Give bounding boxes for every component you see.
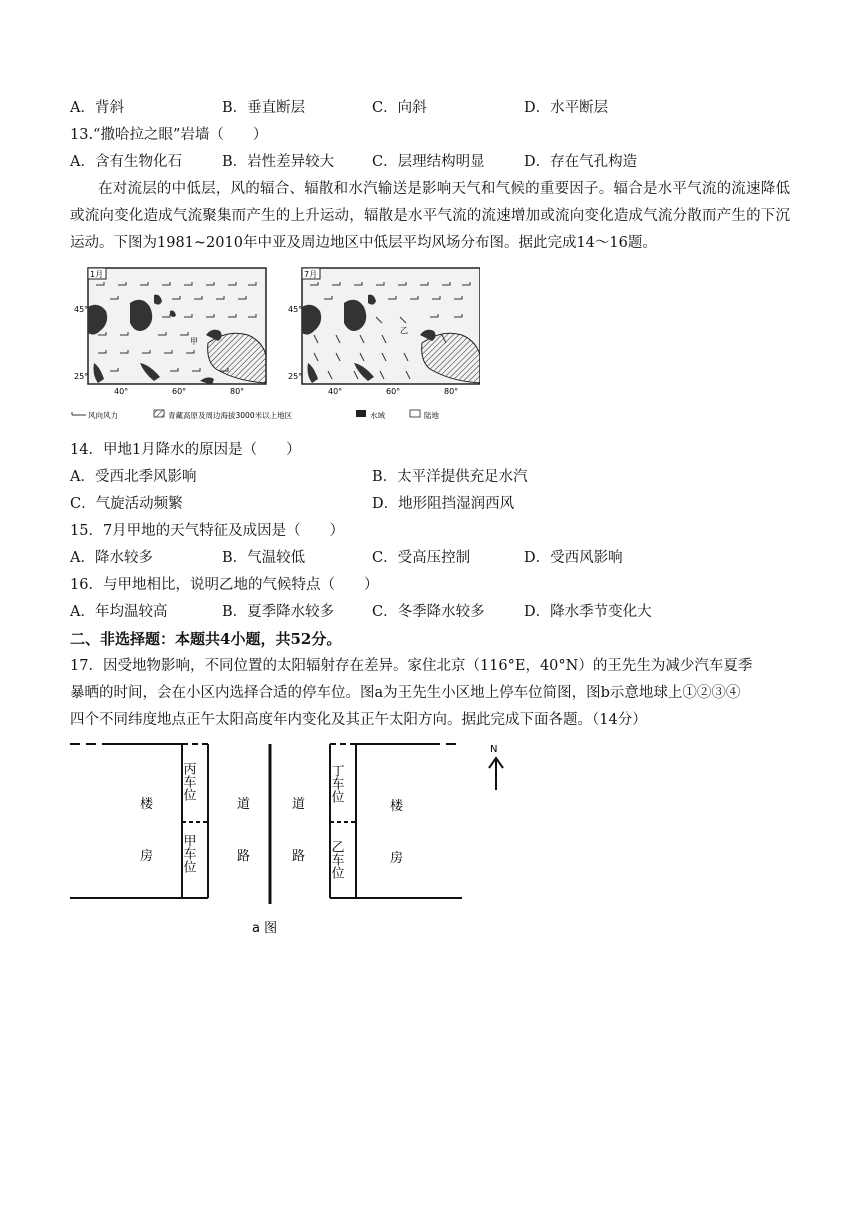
map-jul-label: 7月 (304, 270, 318, 279)
q15-option-b: B．气温较低 (222, 550, 306, 566)
q14-option-d: D．地形阻挡湿润西风 (372, 496, 515, 512)
spot-ding-label: 丁车位 (328, 764, 344, 803)
legend-water: 水域 (370, 411, 385, 420)
map-jul-yi: 乙 (400, 326, 408, 335)
legend-water-icon (356, 410, 366, 417)
road-left-char-2: 路 (237, 849, 251, 864)
map-jul-lon-40: 40° (328, 387, 343, 396)
legend-wind: 风向风力 (88, 411, 118, 420)
building-right-char-1: 楼 (390, 799, 404, 814)
wind-field-maps (70, 265, 480, 430)
map-jan-lon-40: 40° (114, 387, 129, 396)
q16-option-a: A．年均温较高 (70, 604, 168, 620)
q12-option-c: C．向斜 (372, 100, 427, 116)
north-label: N (490, 744, 498, 755)
spot-yi-label: 乙车位 (328, 840, 344, 879)
legend-land-icon (410, 410, 420, 417)
building-right-char-2: 房 (390, 851, 404, 866)
building-left-char-1: 楼 (140, 797, 154, 812)
map-jul-lon-80: 80° (444, 387, 459, 396)
intro-paragraph: 在对流层的中低层，风的辐合、辐散和水汽输送是影响天气和气候的重要因子。辐合是水平气流的流速降低或流向变化造成气流聚集而产生的上升运动，辐散是水平气流的流速增加或流向变化造成气流分散而产生的下沉运动。下图为1981~2010年中亚及周边地区中低层平均风场分布图。据此完成14～16题。 (70, 181, 790, 251)
map-jan-label: 1月 (90, 270, 104, 279)
q13-option-a: A．含有生物化石 (70, 154, 182, 170)
legend-plateau-icon (154, 410, 164, 417)
q13-option-d: D．存在气孔构造 (524, 154, 638, 170)
q16-option-d: D．降水季节变化大 (524, 604, 652, 620)
road-right-char-1: 道 (292, 797, 306, 812)
q17-line-2: 暴晒的时间，会在小区内选择合适的停车位。图a为王先生小区地上停车位简图，图b示意地球上①②③④ (70, 685, 741, 701)
q17-line-1: 17．因受地物影响，不同位置的太阳辐射存在差异。家住北京（116°E，40°N）的王先生为减少汽车夏季 (70, 658, 753, 674)
spot-jia-label: 甲车位 (180, 834, 196, 873)
map-jan-lon-80: 80° (230, 387, 245, 396)
q13-option-b: B．岩性差异较大 (222, 154, 335, 170)
map-jan-lon-60: 60° (172, 387, 187, 396)
map-legend (72, 410, 439, 420)
spot-bing-label: 丙车位 (180, 762, 196, 801)
q17-line-3: 四个不同纬度地点正午太阳高度年内变化及其正午太阳方向。据此完成下面各题。（14分） (70, 712, 647, 728)
q16-stem: 16．与甲地相比，说明乙地的气候特点（ ） (70, 577, 379, 593)
q15-option-d: D．受西风影响 (524, 550, 623, 566)
road-right-char-2: 路 (292, 849, 306, 864)
legend-plateau: 青藏高原及周边海拔3000米以上地区 (168, 411, 293, 420)
map-jan-jia: 甲 (190, 337, 198, 346)
map-jan-lat-25: 25° (74, 372, 89, 381)
building-left-char-2: 房 (140, 849, 154, 864)
q14-option-c: C．气旋活动频繁 (70, 496, 183, 512)
q14-stem: 14．甲地1月降水的原因是（ ） (70, 442, 301, 458)
q12-option-d: D．水平断层 (524, 100, 609, 116)
legend-wind-icon (72, 412, 86, 415)
north-arrow-icon (489, 758, 503, 790)
q13-stem: 13.“撒哈拉之眼”岩墙（ ） (70, 127, 268, 143)
q16-option-c: C．冬季降水较多 (372, 604, 485, 620)
map-jan-lat-45: 45° (74, 305, 89, 314)
q12-option-b: B．垂直断层 (222, 100, 306, 116)
q14-option-b: B．太平洋提供充足水汽 (372, 469, 528, 485)
map-jul-lat-45: 45° (288, 305, 303, 314)
q15-option-c: C．受高压控制 (372, 550, 471, 566)
q16-option-b: B．夏季降水较多 (222, 604, 335, 620)
road-left-char-1: 道 (237, 797, 251, 812)
q12-option-a: A．背斜 (70, 100, 124, 116)
q14-option-a: A．受西北季风影响 (70, 469, 197, 485)
q15-stem: 15．7月甲地的天气特征及成因是（ ） (70, 523, 345, 539)
legend-land: 陆地 (424, 411, 439, 420)
section-two-heading: 二、非选择题：本题共4小题，共52分。 (70, 630, 342, 648)
map-jul-lon-60: 60° (386, 387, 401, 396)
map-jul-lat-25: 25° (288, 372, 303, 381)
q15-option-a: A．降水较多 (70, 550, 153, 566)
q13-option-c: C．层理结构明显 (372, 154, 485, 170)
parking-figure-a (70, 738, 510, 938)
figure-a-caption: a 图 (252, 921, 278, 936)
